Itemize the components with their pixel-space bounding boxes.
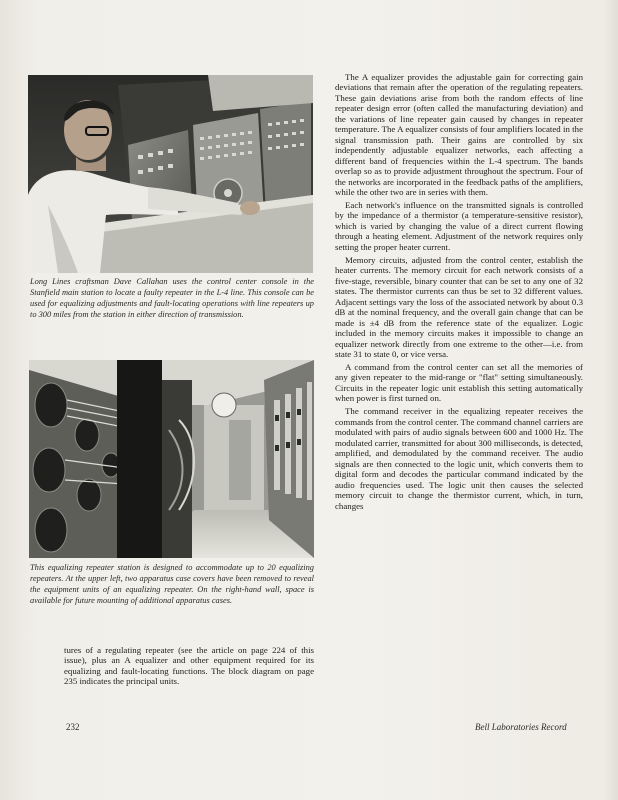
body-text-right: [335, 72, 583, 514]
control-console-photo: [28, 75, 313, 273]
paragraph: The A equalizer provides the adjustable gain for correcting gain deviations that remain after the operation of the regulating repeaters. These gain deviations arise from both the random effects of line repeater design error (often called the manufacturing deviation) and the variations of line repeater gain caused by changes in repeater temperature. The A equalizer consists of four amplifiers located in the signal transmission path. Their gains are controlled by six independently adjustable equalizer networks, each affecting a different band of frequencies within the L-4 spectrum. The bands overlap so as to provide adjustment throughout the spectrum. Four of the networks are incorporated in the feedback paths of the amplifiers, while the other two are in series with them.: [335, 72, 583, 197]
repeater-station-illustration: [29, 360, 314, 558]
paragraph: The command receiver in the equalizing repeater receives the commands from the control center. The command channel carriers are modulated with pairs of audio signals between 600 and 1000 Hz. The modulated carrier, transmitted for about 300 milliseconds, is detected, amplified, and demodulated by the command receiver. The audio signals are then connected to the logic unit, which converts them to digital form and decodes the particular command indicated by the audio frequencies used. The logic unit then causes the selected memory circuit to change the thermistor current, which, in turn, changes: [335, 406, 583, 511]
photo-caption: Long Lines craftsman Dave Callahan uses the control center console in the Stanfield main station to locate a faulty repeater in the L-4 line. This console can be used for equalizing adjustments and fault-locating operations with line repeaters up to 300 miles from the station in either direction of transmission.: [30, 277, 314, 319]
body-text-left: tures of a regulating repeater (see the article on page 224 of this issue), plus an A equalizer and other equipment required for its equalizing and fault-locating functions. The block diagram on page 235 indicates the principal units.: [64, 645, 314, 687]
publication-name: Bell Laboratories Record: [475, 722, 567, 732]
paragraph: Memory circuits, adjusted from the control center, establish the heater currents. The memory circuit for each network consists of a five-stage, reversible, binary counter that can be set to any one of 32 states. The thermistor currents can thus be set to 32 different values. Adjacent settings vary the loss of the associated network by about 0.3 dB at the nominal frequency, and the overall gain change that can be made is ±4 dB from the reference state of the equalizer. Logic included in the memory circuits makes it impossible to change an equalizer network directly from one extreme to the other—i.e. from state 31 to state 0, or vice versa.: [335, 254, 583, 359]
control-console-illustration: [28, 75, 313, 273]
paragraph: A command from the control center can set all the memories of any given repeater to the mid-range or "flat" setting simultaneously. Circuits in the repeater logic unit establish this setting automatically when power is first turned on.: [335, 362, 583, 404]
repeater-station-photo: [29, 360, 314, 558]
page-number: 232: [66, 722, 80, 732]
photo-caption: This equalizing repeater station is designed to accommodate up to 20 equalizing repeaters. At the upper left, two apparatus case covers have been removed to reveal the equipment units of an equalizing repeater. On the right-hand wall, space is available for future mounting of additional apparatus cases.: [30, 563, 314, 605]
paragraph: Each network's influence on the transmitted signals is controlled by the impedance of a thermistor (a temperature-sensitive resistor), which is varied by changing the value of a direct current flowing through a heating element. Adjustment of the network requires only setting the proper heater current.: [335, 200, 583, 252]
